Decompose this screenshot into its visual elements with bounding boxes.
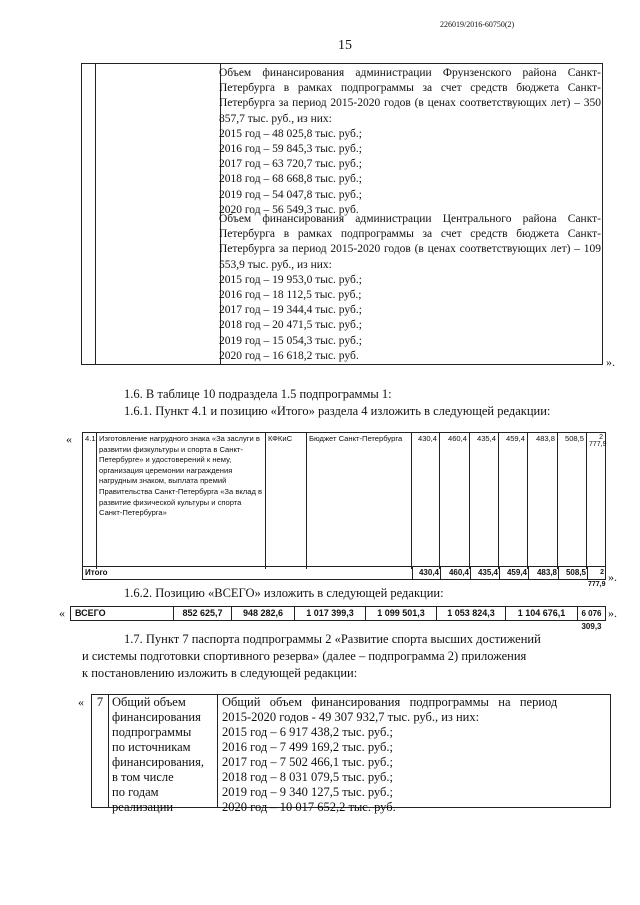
total-2018: 459,4 <box>499 567 528 579</box>
finance-year: 2020 год – 56 549,3 тыс. руб. <box>219 203 359 216</box>
finance-table-col-number <box>82 64 96 364</box>
finance-block-frunzensky <box>219 66 601 218</box>
open-quote: « <box>78 695 84 709</box>
value-2017: 435,4 <box>470 433 499 569</box>
finance-year: 2019 год – 54 047,8 тыс. руб.; <box>219 188 362 201</box>
passport-line: Общий объем финансирования подпрограммы на период <box>222 695 558 709</box>
value-2019: 483,8 <box>528 433 558 569</box>
paragraph-1-6-1: 1.6.1. Пункт 4.1 и позицию «Итого» раздела 4 изложить в следующей редакции: <box>124 404 551 418</box>
vsego-2018: 1 099 501,3 <box>366 607 437 620</box>
passport-label-line: Общий объем <box>112 695 186 709</box>
finance-year: 2015 год – 48 025,8 тыс. руб.; <box>219 127 362 140</box>
passport-label-line: реализации <box>112 800 174 814</box>
passport-line: 2017 год – 7 502 466,1 тыс. руб.; <box>222 755 393 769</box>
item-executor: КФКиС <box>266 433 307 569</box>
paragraph-1-7-line: 1.7. Пункт 7 паспорта подпрограммы 2 «Развитие спорта высших достижений <box>124 632 541 646</box>
open-quote: « <box>59 606 65 620</box>
vsego-2019: 1 053 824,3 <box>437 607 506 620</box>
item-number: 4.1 <box>83 433 97 569</box>
finance-table-col-label <box>95 64 221 364</box>
passport-label-line: подпрограммы <box>112 725 192 739</box>
passport-label-line: по источникам <box>112 740 191 754</box>
close-quote: ». <box>606 355 615 369</box>
value-2018: 459,4 <box>499 433 528 569</box>
open-quote: « <box>66 432 72 446</box>
vsego-2017: 1 017 399,3 <box>295 607 366 620</box>
value-2015: 430,4 <box>412 433 440 569</box>
value-total: 2 777,9 <box>589 434 607 448</box>
passport-label-line: по годам <box>112 785 159 799</box>
paragraph-1-6: 1.6. В таблице 10 подраздела 1.5 подпрограммы 1: <box>124 387 392 401</box>
finance-year: 2017 год – 19 344,4 тыс. руб.; <box>219 304 362 317</box>
total-label: Итого <box>85 568 108 577</box>
close-quote: ». <box>608 570 617 584</box>
passport-label-line: финансирования <box>112 710 201 724</box>
paragraph-1-6-2: 1.6.2. Позицию «ВСЕГО» изложить в следующей редакции: <box>124 586 444 600</box>
close-quote: ». <box>608 606 617 620</box>
passport-content <box>222 695 606 815</box>
total-2017: 435,4 <box>470 567 499 579</box>
passport-line: 2018 год – 8 031 079,5 тыс. руб.; <box>222 770 393 784</box>
page-number: 15 <box>338 38 352 53</box>
total-2020: 508,5 <box>558 567 587 579</box>
document-number: 226019/2016-60750(2) <box>440 20 515 29</box>
finance-year: 2016 год – 59 845,3 тыс. руб.; <box>219 143 362 156</box>
finance-year: 2017 год – 63 720,7 тыс. руб.; <box>219 158 362 171</box>
passport-line: 2016 год – 7 499 169,2 тыс. руб.; <box>222 740 393 754</box>
vsego-total: 6 076 309,3 <box>581 609 602 631</box>
finance-year: 2019 год – 15 054,3 тыс. руб.; <box>219 334 362 347</box>
vsego-row <box>70 606 606 631</box>
item-source: Бюджет Санкт-Петербурга <box>307 433 412 569</box>
vsego-2015: 852 625,7 <box>174 607 232 620</box>
total-2016: 460,4 <box>440 567 470 579</box>
vsego-label: ВСЕГО <box>71 607 174 620</box>
passport-row-number: 7 <box>92 695 109 807</box>
table-item-4-1 <box>82 432 607 588</box>
passport-table <box>91 694 611 814</box>
item-name: Изготовление нагрудного знака «За заслуги в развитии физкультуры и спорта в Санкт-Петербурге» и удостоверений к нему, организация церемонии награждения нагрудным знаком, выплата премий Правительства Санкт-Петербурга «За вклад в развитие физической культуры и спорта Санкт-Петербурга» <box>97 433 266 569</box>
finance-year: 2020 год – 16 618,2 тыс. руб. <box>219 349 359 362</box>
total-2019: 483,8 <box>528 567 558 579</box>
total-2015: 430,4 <box>412 567 440 579</box>
paragraph-1-7-line: и системы подготовки спортивного резерва» (далее – подпрограмма 2) приложения <box>82 649 527 663</box>
value-2020: 508,5 <box>558 433 587 569</box>
passport-line: 2015-2020 годов - 49 307 932,7 тыс. руб., из них: <box>222 710 480 724</box>
passport-line: 2019 год – 9 340 127,5 тыс. руб.; <box>222 785 393 799</box>
total-all: 2 777,9 <box>588 569 606 588</box>
passport-label-line: финансирования, <box>112 755 204 769</box>
value-2016: 460,4 <box>440 433 470 569</box>
finance-year: 2018 год – 20 471,5 тыс. руб.; <box>219 319 362 332</box>
finance-year: 2018 год – 68 668,8 тыс. руб.; <box>219 173 362 186</box>
finance-intro: Объем финансирования администрации Центрального района Санкт-Петербурга в рамках подпрограммы за счет средств бюджета Санкт-Петербурга за период 2015-2020 годов (в ценах соответствующих лет) – 109 553,9 тыс. руб., из них: <box>219 213 601 271</box>
paragraph-1-7-line: к постановлению изложить в следующей редакции: <box>82 666 358 680</box>
finance-year: 2015 год – 19 953,0 тыс. руб.; <box>219 273 362 286</box>
finance-year: 2016 год – 18 112,5 тыс. руб.; <box>219 289 362 302</box>
passport-label <box>108 695 218 814</box>
finance-intro: Объем финансирования администрации Фрунзенского района Санкт-Петербурга в рамках подпрограммы за счет средств бюджета Санкт-Петербурга за период 2015-2020 годов (в ценах соответствующих лет) – 350 857,7 тыс. руб., из них: <box>219 67 601 125</box>
passport-line: 2015 год – 6 917 438,2 тыс. руб.; <box>222 725 393 739</box>
vsego-2016: 948 282,6 <box>232 607 295 620</box>
passport-label-line: в том числе <box>112 770 174 784</box>
finance-block-central <box>219 212 601 364</box>
total-row <box>83 566 606 588</box>
passport-line: 2020 год – 10 017 652,2 тыс. руб. <box>222 800 396 814</box>
vsego-2020: 1 104 676,1 <box>506 607 578 620</box>
